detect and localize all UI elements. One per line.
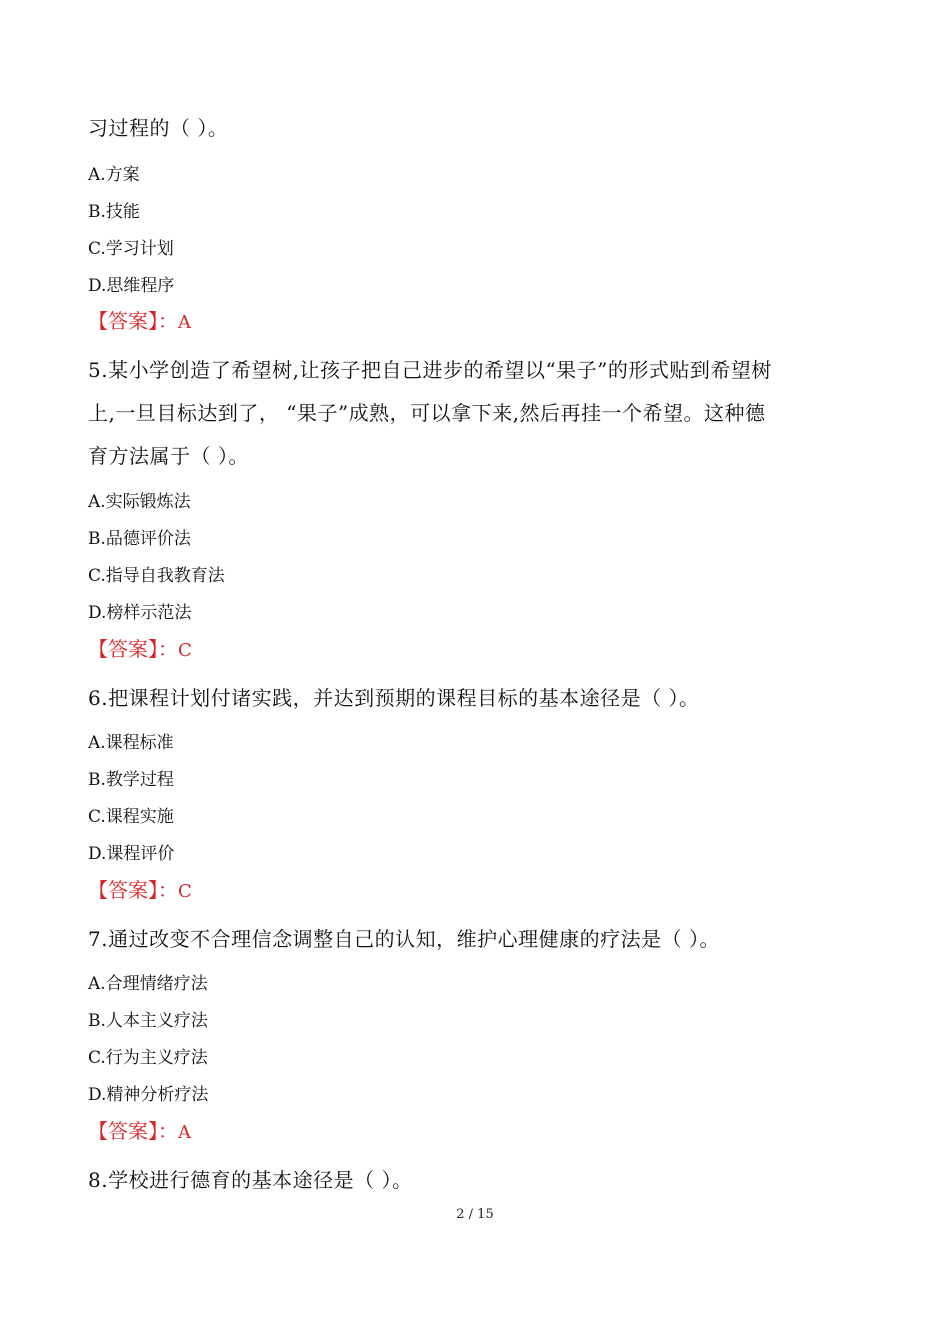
question-5-answer: [88, 633, 192, 662]
question-7-answer: [88, 1115, 191, 1144]
question-5-option-d: D.榜样示范法: [88, 603, 192, 623]
question-5-stem-line-2: 上,一旦目标达到了， “果子”成熟，可以拿下来,然后再挂一个希望。这种德: [88, 401, 766, 425]
question-5-option-a: A.实际锻炼法: [88, 492, 191, 512]
question-7-option-d: D.精神分析疗法: [88, 1085, 209, 1105]
question-6-option-b: B.教学过程: [88, 770, 174, 790]
answer-value: C: [178, 640, 192, 661]
answer-label: 【答案】：: [88, 878, 178, 902]
question-6-option-d: D.课程评价: [88, 844, 175, 864]
question-4-option-b: B.技能: [88, 202, 140, 222]
question-7-option-c: C.行为主义疗法: [88, 1048, 208, 1068]
question-7-stem-line-1: 7.通过改变不合理信念调整自己的认知，维护心理健康的疗法是（ ）。: [88, 927, 720, 951]
answer-label: 【答案】：: [88, 309, 178, 333]
answer-label: 【答案】：: [88, 637, 178, 661]
question-7-option-b: B.人本主义疗法: [88, 1011, 208, 1031]
answer-value: C: [178, 881, 192, 902]
question-6-option-a: A.课程标准: [88, 733, 174, 753]
question-6-option-c: C.课程实施: [88, 807, 174, 827]
question-5-stem-line-3: 育方法属于（ ）。: [88, 444, 249, 468]
question-6-answer: [88, 874, 192, 903]
page-number: 2 / 15: [456, 1207, 494, 1222]
question-7-option-a: A.合理情绪疗法: [88, 974, 208, 994]
question-4-option-c: C.学习计划: [88, 239, 174, 259]
question-5-option-c: C.指导自我教育法: [88, 566, 225, 586]
question-6-stem-line-1: 6.把课程计划付诸实践，并达到预期的课程目标的基本途径是（ ）。: [88, 686, 700, 710]
answer-label: 【答案】：: [88, 1119, 178, 1143]
question-4-answer: [88, 305, 191, 334]
answer-value: A: [178, 312, 191, 333]
answer-value: A: [178, 1122, 191, 1143]
question-4-option-d: D.思维程序: [88, 276, 175, 296]
question-5-stem-line-1: 5.某小学创造了希望树,让孩子把自己进步的希望以“果子”的形式贴到希望树: [88, 358, 772, 382]
question-5-option-b: B.品德评价法: [88, 529, 191, 549]
question-4-stem-line-1: 习过程的（ ）。: [88, 116, 229, 140]
question-8-stem-line-1: 8.学校进行德育的基本途径是（ ）。: [88, 1168, 413, 1192]
question-4-option-a: A.方案: [88, 165, 140, 185]
